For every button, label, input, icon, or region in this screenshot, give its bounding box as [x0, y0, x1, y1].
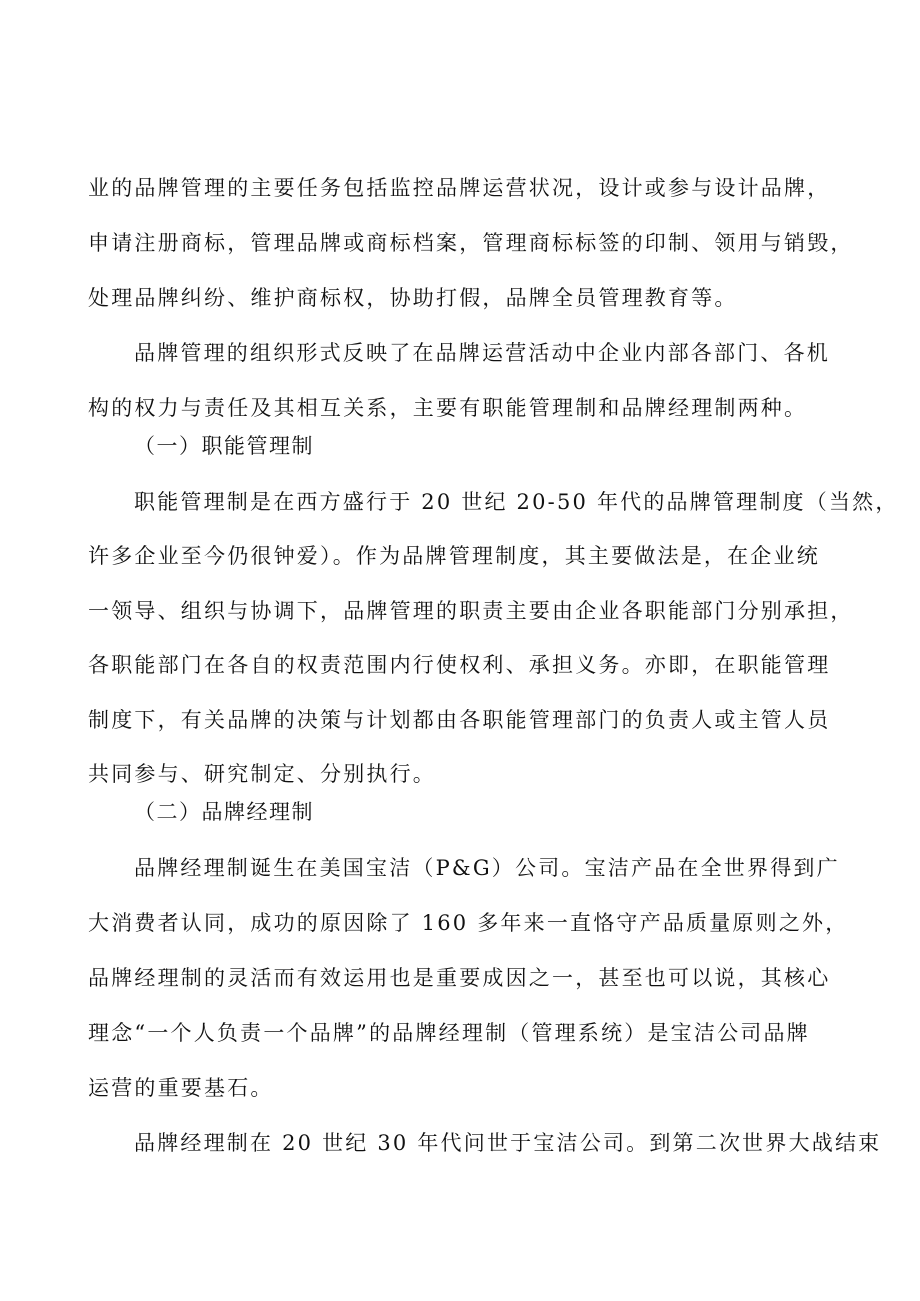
paragraph-line: 职能管理制是在西方盛行于 20 世纪 20-50 年代的品牌管理制度（当然， [134, 490, 899, 514]
paragraph-line: 各职能部门在各自的权责范围内行使权利、承担义务。亦即，在职能管理 [88, 653, 831, 677]
paragraph-line: 品牌管理的组织形式反映了在品牌运营活动中企业内部各部门、各机 [134, 341, 830, 365]
paragraph-line: 品牌经理制在 20 世纪 30 年代问世于宝洁公司。到第二次世界大战结束 [134, 1131, 882, 1155]
paragraph-line: 制度下，有关品牌的决策与计划都由各职能管理部门的负责人或主管人员 [88, 708, 831, 732]
paragraph-line: 理念“一个人负责一个品牌”的品牌经理制（管理系统）是宝洁公司品牌 [88, 1021, 810, 1045]
section-heading: （一）职能管理制 [134, 434, 314, 458]
paragraph-line: 品牌经理制诞生在美国宝洁（P&G）公司。宝洁产品在全世界得到广 [134, 856, 840, 880]
paragraph-line: 大消费者认同，成功的原因除了 160 多年来一直恪守产品质量原则之外， [88, 911, 849, 935]
paragraph-line: 运营的重要基石。 [88, 1076, 274, 1100]
paragraph-line: 构的权力与责任及其相互关系，主要有职能管理制和品牌经理制两种。 [88, 396, 808, 420]
paragraph-line: 一领导、组织与协调下，品牌管理的职责主要由企业各职能部门分别承担， [88, 599, 854, 623]
paragraph-line: 申请注册商标，管理品牌或商标档案，管理商标标签的印制、领用与销毁， [88, 231, 854, 255]
paragraph-line: 品牌经理制的灵活而有效运用也是重要成因之一，甚至也可以说，其核心 [88, 966, 831, 990]
paragraph-line: 共同参与、研究制定、分别执行。 [88, 762, 436, 786]
paragraph-line: 处理品牌纠纷、维护商标权，协助打假，品牌全员管理教育等。 [88, 286, 738, 310]
paragraph-line: 许多企业至今仍很钟爱）。作为品牌管理制度，其主要做法是，在企业统 [88, 544, 820, 568]
paragraph-line: 业的品牌管理的主要任务包括监控品牌运营状况，设计或参与设计品牌， [88, 176, 831, 200]
section-heading: （二）品牌经理制 [134, 800, 314, 824]
